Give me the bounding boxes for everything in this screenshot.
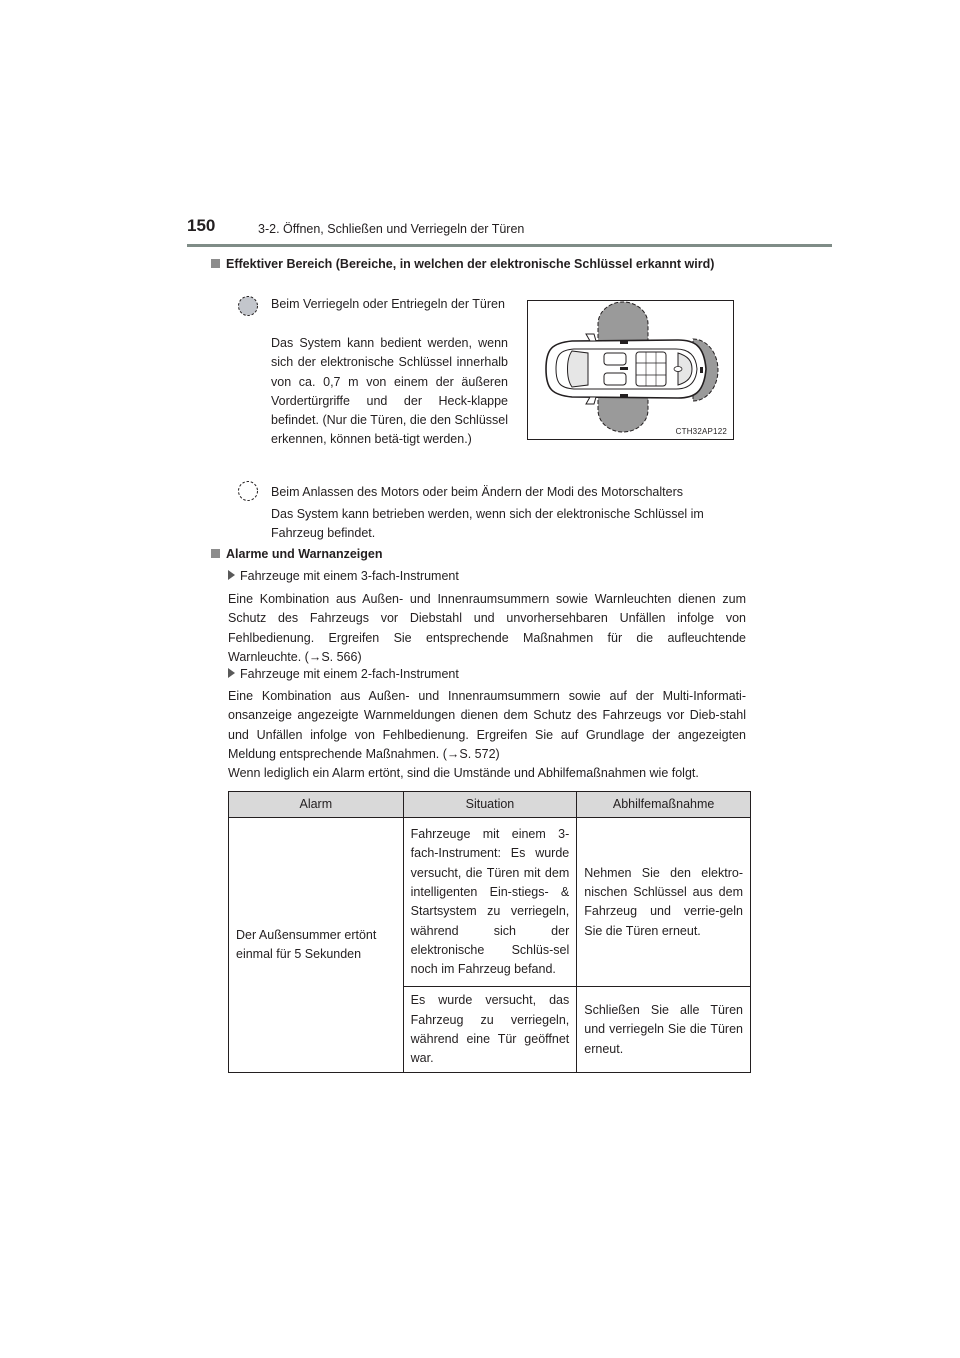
detection-area-figure: [527, 300, 734, 440]
table-cell-situation: Es wurde versucht, das Fahrzeug zu verriegeln, während eine Tür geöffnet war.: [403, 987, 577, 1073]
figure-code: CTH32AP122: [675, 427, 727, 436]
car-detection-zones-diagram: [528, 301, 733, 439]
alarm-table: [228, 791, 751, 1073]
table-header-row: [229, 792, 751, 818]
lock-unlock-description: Das System kann bedient werden, wenn sich der elektronische Schlüssel innerhalb von ca. 0,7 m von einem der äußeren Vordertürgriffe und der Heck-klappe befindet. (Nur die Türen, die den Schlüssel erkennen, können betä-tigt werden.): [271, 336, 508, 447]
dashed-circle-marker-icon: [237, 480, 259, 502]
page-number: 150: [187, 216, 216, 235]
sub-heading-3-fach: Fahrzeuge mit einem 3-fach-Instrument: [228, 567, 459, 586]
table-header-alarm: Alarm: [229, 792, 404, 818]
table-cell-remedy: Nehmen Sie den elektro-nischen Schlüssel aus dem Fahrzeug und verrie-geln Sie die Türen erneut.: [577, 818, 751, 987]
table-cell-alarm: Der Außensummer ertönt einmal für 5 Sekunden: [229, 818, 404, 1073]
dashed-circle-marker-icon: [237, 295, 259, 317]
engine-start-title: Beim Anlassen des Motors oder beim Ändern der Modi des Motorschalters: [271, 485, 683, 499]
alarms-intro: Wenn lediglich ein Alarm ertönt, sind die Umstände und Abhilfemaßnahmen wie folgt.: [228, 766, 699, 780]
square-bullet-icon: [211, 259, 220, 268]
table-cell-remedy: Schließen Sie alle Türen und verriegeln Sie die Türen erneut.: [577, 987, 751, 1073]
table-row: [229, 818, 751, 987]
front-left-zone: [598, 302, 648, 344]
section-title: 3-2. Öffnen, Schließen und Verriegeln der Türen: [258, 222, 525, 236]
effective-area-heading: Effektiver Bereich (Bereiche, in welchen der elektronische Schlüssel erkannt wird): [211, 255, 751, 274]
engine-start-description: Das System kann betrieben werden, wenn sich der elektronische Schlüssel im Fahrzeug befindet.: [271, 507, 704, 541]
arrow-bullet-icon: [228, 570, 235, 580]
table-header-remedy: Abhilfemaßnahme: [577, 792, 751, 818]
alarms-heading: Alarme und Warnanzeigen: [211, 545, 383, 564]
arrow-bullet-icon: [228, 668, 235, 678]
table-cell-situation: Fahrzeuge mit einem 3-fach-Instrument: Es wurde versucht, die Türen mit dem intelligenten Ein-stiegs- & Startsystem zu verriegeln, während sich der elektronische Schlüs-sel noch im Fahrzeug befand.: [403, 818, 577, 987]
sub-heading-2-fach: Fahrzeuge mit einem 2-fach-Instrument: [228, 665, 459, 684]
square-bullet-icon: [211, 549, 220, 558]
lock-unlock-title: Beim Verriegeln oder Entriegeln der Türen: [271, 297, 505, 311]
table-header-situation: Situation: [403, 792, 577, 818]
front-right-zone: [598, 394, 648, 432]
alarms-3-fach-text: Eine Kombination aus Außen- und Innenraumsummern sowie Warnleuchten dienen zum Schutz des Fahrzeugs vor Diebstahl und unvorhersehbaren Unfällen infolge von Fehlbedienung. Ergreifen Sie entsprechende Maßnahmen für die aufleuchtende Warnleuchte. (→S. 566): [228, 592, 746, 664]
alarms-2-fach-text: Eine Kombination aus Außen- und Innenraumsummern sowie auf der Multi-Informati-onsanzeige angezeigte Warnmeldungen dienen dem Schutz des Fahrzeugs vor Dieb-stahl und Unfällen infolge von Fehlbedienung. Ergreifen Sie auf Grundlage der angezeigten Meldung entsprechende Maßnahmen. (→S. 572): [228, 689, 746, 761]
header-divider: [187, 244, 832, 247]
